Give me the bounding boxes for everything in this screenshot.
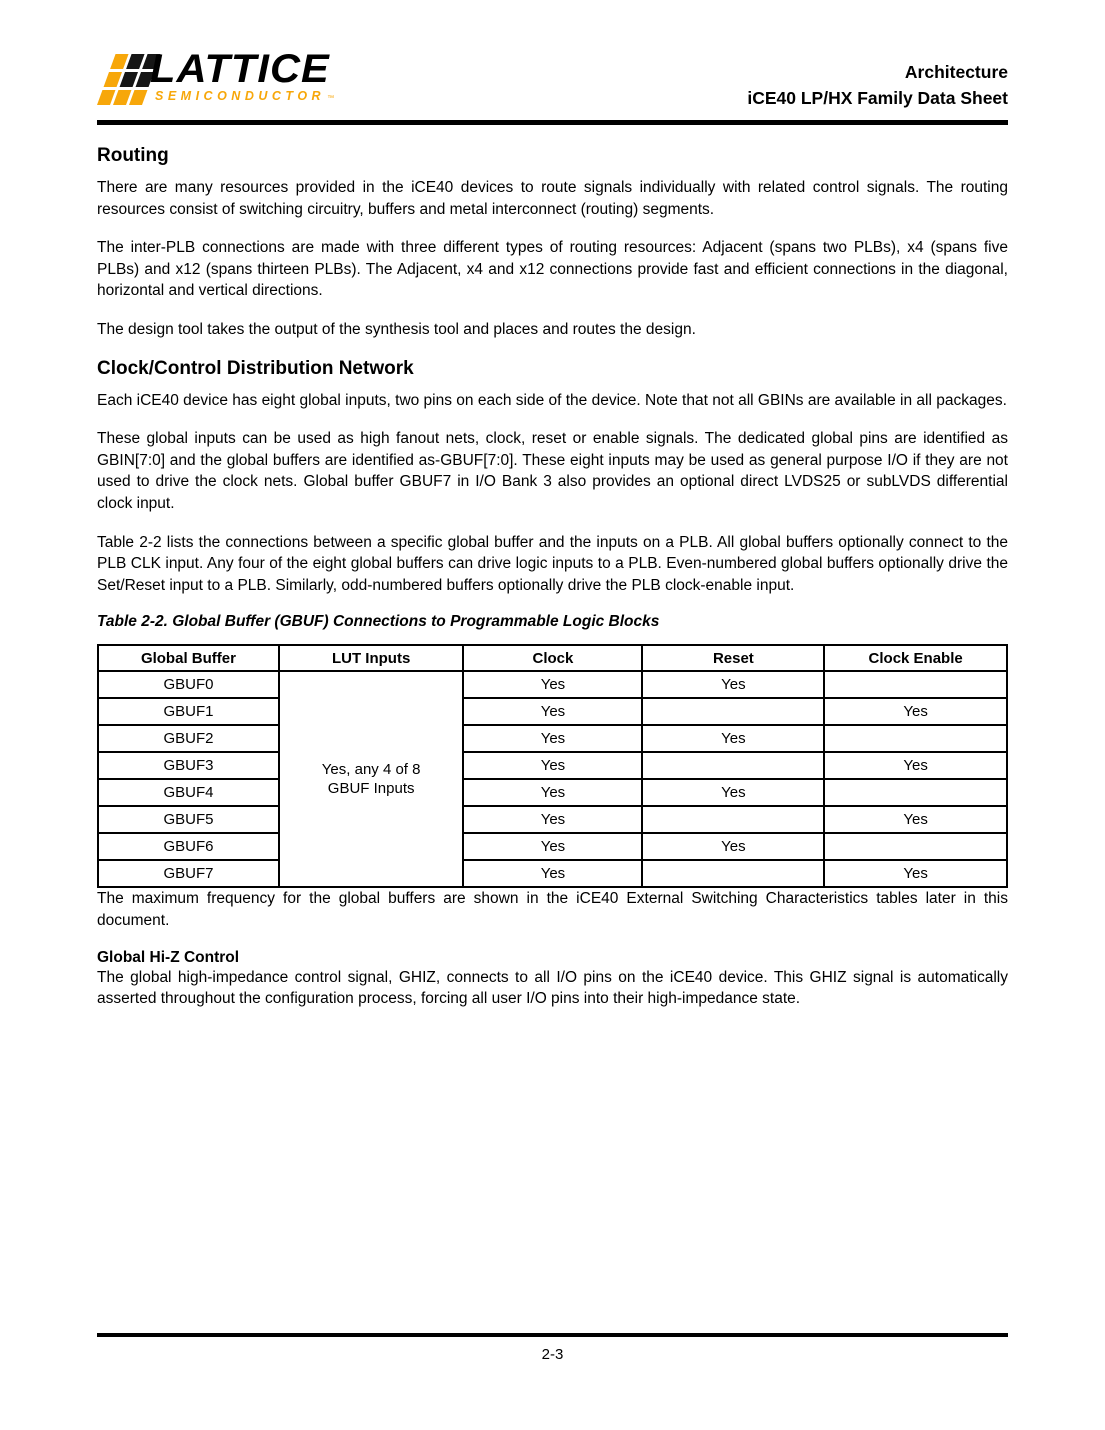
cell-buffer: GBUF5 — [98, 806, 279, 833]
cell-buffer: GBUF2 — [98, 725, 279, 752]
page-header — [97, 47, 1008, 111]
page-number: 2-3 — [541, 1346, 564, 1363]
cell-buffer: GBUF1 — [98, 698, 279, 725]
cell-clock: Yes — [463, 698, 642, 725]
cell-clock-enable: Yes — [824, 698, 1007, 725]
header-divider-rule — [97, 120, 1008, 125]
cell-clock-enable: Yes — [824, 806, 1007, 833]
cell-clock: Yes — [463, 671, 642, 698]
table-row — [98, 725, 1007, 752]
table-header-row — [98, 645, 1007, 671]
cell-clock: Yes — [463, 833, 642, 860]
table-row — [98, 698, 1007, 725]
logo-square — [129, 90, 147, 105]
cell-buffer: GBUF4 — [98, 779, 279, 806]
max-frequency-paragraph: The maximum frequency for the global buffers are shown in the iCE40 External Switching Characteristics tables later in this document. — [97, 890, 1008, 929]
ghiz-paragraph: The global high-impedance control signal, GHIZ, connects to all I/O pins on the iCE40 device. This GHIZ signal is automatically asserted throughout the configuration process, forcing all user I/O pins into their high-impedance state. — [97, 968, 1008, 1008]
cell-clock-enable — [824, 671, 1007, 698]
cell-reset: Yes — [642, 725, 824, 752]
cell-clock-enable — [824, 779, 1007, 806]
cell-clock-enable — [824, 725, 1007, 752]
table-row — [98, 833, 1007, 860]
table-caption: Table 2-2. Global Buffer (GBUF) Connections to Programmable Logic Blocks — [97, 613, 660, 631]
lut-cell-line1: Yes, any 4 of 8 — [321, 761, 421, 779]
col-header-reset: Reset — [642, 645, 824, 671]
table-row — [98, 806, 1007, 833]
lattice-logo — [97, 47, 335, 105]
cell-clock: Yes — [463, 860, 642, 887]
table-row — [98, 671, 1007, 698]
col-header-lut-inputs: LUT Inputs — [279, 645, 464, 671]
document-titles — [747, 50, 1008, 111]
lut-cell-line2: GBUF Inputs — [327, 780, 415, 798]
cell-buffer: GBUF6 — [98, 833, 279, 860]
cell-reset — [642, 806, 824, 833]
col-header-global-buffer: Global Buffer — [98, 645, 279, 671]
cell-clock-enable: Yes — [824, 860, 1007, 887]
clock-network-paragraph-1: Each iCE40 device has eight global inputs, two pins on each side of the device. Note that not all GBINs are available in all packages. — [97, 391, 1007, 409]
routing-paragraph-2: The inter-PLB connections are made with three different types of routing resources: Adjacent (spans two PLBs), x4 (spans five PLBs) and x12 (spans thirteen PLBs). The Adjacent, x4 and x12 connections provide fast and efficient connections in the diagonal, horizontal and vertical directions. — [97, 239, 1008, 300]
col-header-clock: Clock — [463, 645, 642, 671]
footer-divider-rule — [97, 1333, 1008, 1337]
cell-clock: Yes — [463, 806, 642, 833]
routing-paragraph-3: The design tool takes the output of the synthesis tool and places and routes the design. — [97, 320, 696, 338]
cell-reset: Yes — [642, 779, 824, 806]
cell-buffer: GBUF7 — [98, 860, 279, 887]
cell-clock: Yes — [463, 752, 642, 779]
cell-reset: Yes — [642, 833, 824, 860]
cell-reset — [642, 860, 824, 887]
ghiz-heading: Global Hi-Z Control — [97, 948, 240, 966]
header-section-title: Architecture — [904, 62, 1008, 82]
table-row — [98, 752, 1007, 779]
cell-clock: Yes — [463, 725, 642, 752]
logo-brand-text: LATTICE — [150, 47, 330, 91]
cell-buffer: GBUF0 — [98, 671, 279, 698]
header-document-title: iCE40 LP/HX Family Data Sheet — [747, 88, 1008, 108]
cell-buffer: GBUF3 — [98, 752, 279, 779]
trademark-symbol: ™ — [327, 95, 335, 102]
routing-paragraph-1: There are many resources provided in the iCE40 devices to route signals individually with related control signals. The routing resources consist of switching circuitry, buffers and metal interconnect (routing) segments. — [97, 179, 1008, 218]
cell-lut-inputs-merged — [279, 671, 464, 887]
cell-clock-enable: Yes — [824, 752, 1007, 779]
clock-network-heading: Clock/Control Distribution Network — [97, 357, 414, 379]
cell-reset — [642, 752, 824, 779]
cell-clock-enable — [824, 833, 1007, 860]
cell-reset — [642, 698, 824, 725]
gbuf-connections-table — [97, 644, 1008, 888]
table-row — [98, 860, 1007, 887]
logo-wordmark — [150, 47, 335, 103]
clock-network-paragraph-3: Table 2-2 lists the connections between a specific global buffer and the inputs on a PLB. All global buffers optionally connect to the PLB CLK input. Any four of the eight global buffers can drive logic inputs to a PLB. Even-numbered global buffers optionally drive the Set/Reset input to a PLB. Similarly, odd-numbered buffers optionally drive the PLB clock-enable input. — [97, 533, 1008, 594]
logo-subtitle-text: SEMICONDUCTOR — [155, 89, 326, 103]
routing-heading: Routing — [97, 145, 169, 166]
table-row — [98, 779, 1007, 806]
cell-reset: Yes — [642, 671, 824, 698]
cell-clock: Yes — [463, 779, 642, 806]
page-content — [97, 139, 1008, 1010]
clock-network-paragraph-2: These global inputs can be used as high fanout nets, clock, reset or enable signals. The dedicated global pins are identified as GBIN[7:0] and the global buffers are identified as-GBUF[7:0]. These eight inputs may be used as general purpose I/O if they are not used to drive the clock nets. Global buffer GBUF7 in I/O Bank 3 also provides an optional direct LVDS25 or subLVDS differential clock input. — [97, 430, 1008, 512]
col-header-clock-enable: Clock Enable — [824, 645, 1007, 671]
